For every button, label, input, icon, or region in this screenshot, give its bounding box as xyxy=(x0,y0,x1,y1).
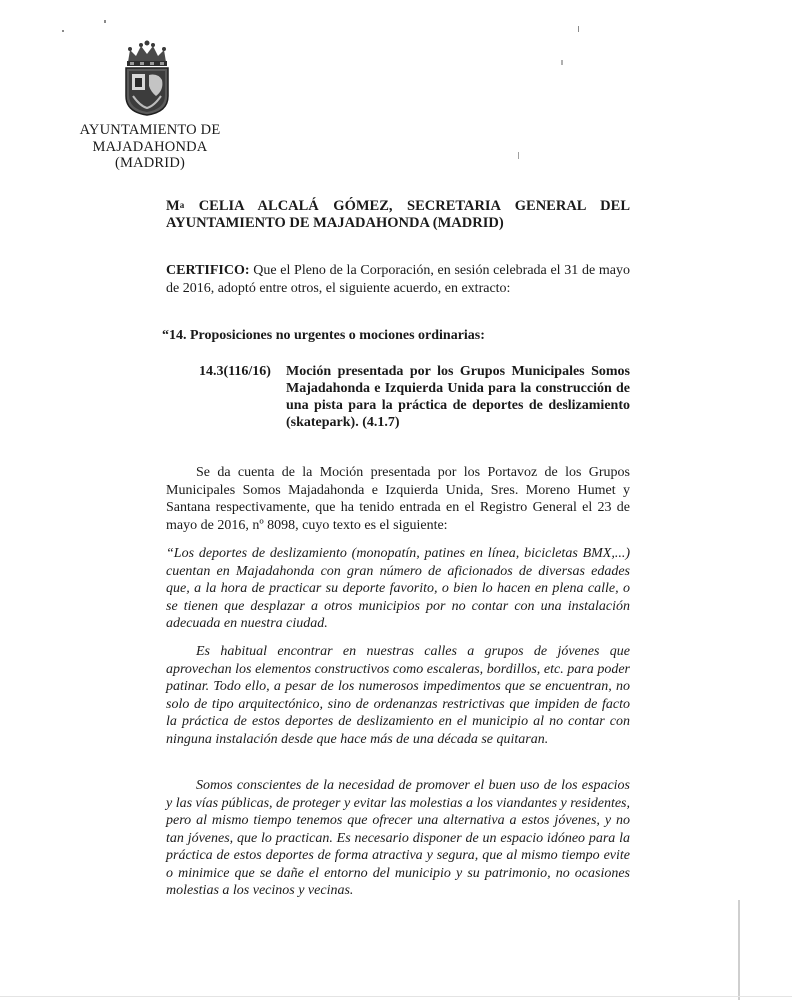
quoted-paragraph-2: Es habitual encontrar en nuestras calles a grupos de jóvenes que aprovechan los elementos constructivos como escaleras, bordillos, etc. para poder patinar. Todo ello, a pesar de los numerosos impedimentos que se encuentran, no solo de tipo arquitectónico, sino de ordenanzas restrictivas que impiden de facto la práctica de estos deportes de deslizamiento en el municipio al no contar con ninguna instalación desde que hace más de una década se quitaran. xyxy=(166,644,630,747)
quoted-paragraph-1: “Los deportes de deslizamiento (monopatín, patines en línea, bicicletas BMX,...) cuentan en Majadahonda con gran número de aficionados de diversas edades que, a la hora de practicar su deporte favorito, o bien lo hacen en plena calle, o se tienen que desplazar a otros municipios por no contar con una instalación adecuada en nuestra ciudad. xyxy=(166,546,630,631)
scan-speck xyxy=(104,20,106,23)
scan-speck xyxy=(518,152,519,159)
entity-line-1: AYUNTAMIENTO DE xyxy=(79,122,221,138)
body-intro-paragraph: Se da cuenta de la Moción presentada por los Portavoz de los Grupos Municipales Somos Majadahonda e Izquierda Unida, Sres. Moreno Humet y Santana respectivamente, que ha tenido entrada en el Registro General el 23 de mayo de 2016, nº 8098, cuyo texto es el siguiente: xyxy=(166,465,630,533)
scan-bottom-edge xyxy=(0,996,792,997)
heading-line-1: $M^a$ CELIA ALCALÁ GÓMEZ, SECRETARIA GENERAL DEL xyxy=(166,198,630,214)
entity-line-3: (MADRID) xyxy=(114,155,186,171)
heading-line-2: AYUNTAMIENTO DE MAJADAHONDA (MADRID) xyxy=(166,215,504,231)
certification-text: Que el Pleno de la Corporación, en sesión celebrada el 31 de mayo de 2016, adoptó entre otros, el siguiente acuerdo, en extracto: xyxy=(166,263,630,296)
section-title: “14. Proposiciones no urgentes o mociones ordinarias: xyxy=(162,328,485,343)
scan-speck xyxy=(62,30,64,32)
certification-lead: CERTIFICO: xyxy=(166,263,250,278)
issuing-entity xyxy=(60,122,240,172)
municipal-coat-of-arms-icon xyxy=(118,40,176,116)
scan-edge-line xyxy=(738,900,740,1000)
entity-line-2: MAJADAHONDA xyxy=(92,138,208,155)
secretary-heading xyxy=(166,198,630,232)
scan-speck xyxy=(578,26,579,32)
certification-paragraph xyxy=(166,262,630,298)
motion-number: 14.3(116/16) xyxy=(199,364,271,379)
scan-speck xyxy=(561,60,563,65)
motion-title: Moción presentada por los Grupos Municipales Somos Majadahonda e Izquierda Unida para la construcción de una pista para la práctica de deportes de deslizamiento (skatepark). (4.1.7) xyxy=(286,364,630,430)
quoted-paragraph-3: Somos conscientes de la necesidad de promover el buen uso de los espacios y las vías públicas, de proteger y evitar las molestias a los viandantes y residentes, pero al mismo tiempo tenemos que ofrecer una alternativa a estos jóvenes, y no tan jóvenes, que lo practican. Es necesario disponer de un espacio idóneo para la práctica de estos deportes de forma atractiva y segura, que al mismo tiempo evite o minimice que se dañe el entorno del municipio y su patrimonio, no ocasiones molestias a los vecinos y vecinas. xyxy=(166,778,631,898)
